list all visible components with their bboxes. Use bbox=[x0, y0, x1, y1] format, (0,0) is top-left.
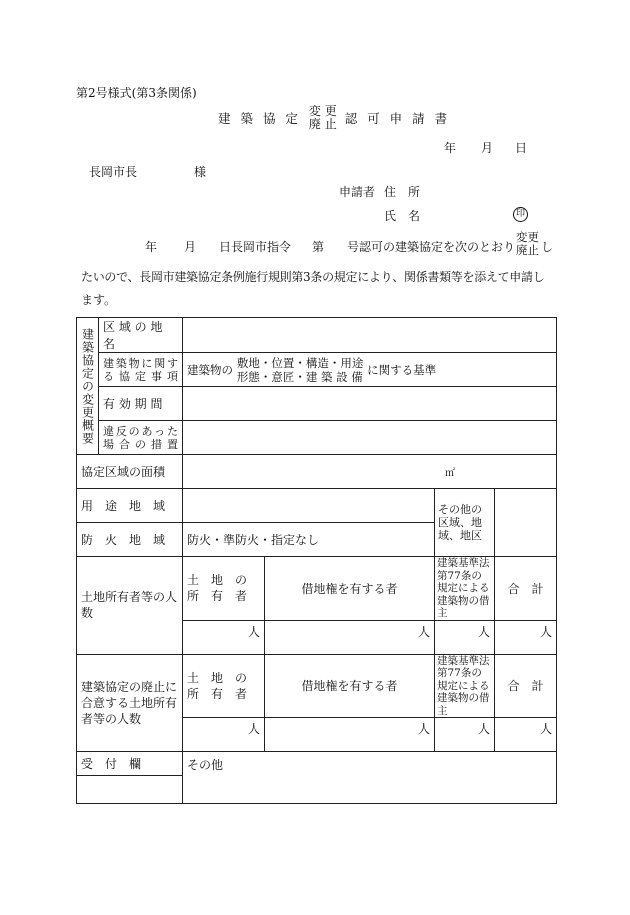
title-change-abolish-stack bbox=[309, 105, 337, 131]
matters-prefix: 建築物の bbox=[187, 362, 233, 377]
applicant-name-label: 氏 名 bbox=[384, 209, 421, 223]
body-day-designation: 日長岡市指令 bbox=[219, 240, 292, 254]
date-month: 月 bbox=[481, 141, 494, 155]
reception-label: 受 付 欄 bbox=[77, 752, 183, 776]
landowners-col-owner: 土 地 の 所 有 者 bbox=[183, 557, 265, 621]
abolition-label: 建築協定の廃止に合意する土地所有者等の人数 bbox=[77, 654, 183, 752]
landowners-borrower-unit: 人 bbox=[435, 620, 495, 654]
landowners-col-lessee: 借地権を有する者 bbox=[265, 557, 435, 621]
other-label: その他 bbox=[183, 752, 557, 804]
landowners-total-unit: 人 bbox=[495, 620, 557, 654]
landowners-col-borrower: 建築基準法第77条の規定による建築物の借主 bbox=[435, 557, 495, 621]
abolition-borrower-unit: 人 bbox=[435, 718, 495, 752]
landowners-col-total: 合 計 bbox=[495, 557, 557, 621]
row-validity bbox=[77, 387, 557, 421]
seal-mark-icon: 印 bbox=[513, 207, 528, 222]
abolition-total-unit: 人 bbox=[495, 718, 557, 752]
matters-value bbox=[183, 353, 557, 387]
use-district-value[interactable] bbox=[183, 489, 435, 523]
other-districts-value[interactable] bbox=[495, 489, 557, 557]
abolition-col-owner: 土 地 の 所 有 者 bbox=[183, 654, 265, 718]
body-stack-top: 変更 bbox=[516, 230, 539, 244]
addressee-honorific: 様 bbox=[194, 165, 207, 179]
violation-label: 違反のあった場合の措置 bbox=[99, 421, 183, 455]
date-day: 日 bbox=[515, 141, 528, 155]
landowners-lessee-unit: 人 bbox=[265, 620, 435, 654]
title-stack-top: 変 更 bbox=[308, 104, 337, 118]
overview-label: 建築協定の変更概要 bbox=[77, 318, 99, 455]
matters-stack bbox=[237, 356, 364, 384]
applicant-label: 申請者 bbox=[339, 185, 376, 199]
row-landowners-header bbox=[77, 557, 557, 621]
form-title bbox=[218, 105, 450, 131]
landowners-label: 土地所有者等の人数 bbox=[77, 557, 183, 655]
form-number: 第2号様式(第3条関係) bbox=[76, 86, 197, 100]
validity-value[interactable] bbox=[183, 387, 557, 421]
addressee-name: 長岡市長 bbox=[89, 165, 138, 179]
body-change-abolish-stack bbox=[516, 231, 539, 257]
landowners-owner-unit: 人 bbox=[183, 620, 265, 654]
matters-stack-top: 敷地・位置・構造・用途 bbox=[236, 355, 364, 370]
other-districts-label: その他の区域、地域、地区 bbox=[435, 489, 495, 557]
area-name-label: 区 域 の 地 名 bbox=[99, 318, 183, 353]
body-dai: 第 bbox=[312, 240, 325, 254]
agreement-area-unit: ㎡ bbox=[183, 455, 557, 489]
title-part1: 建 築 協 定 bbox=[218, 111, 301, 126]
reception-value[interactable] bbox=[77, 776, 183, 804]
violation-value[interactable] bbox=[183, 421, 557, 455]
body-line3: ます。 bbox=[81, 293, 117, 307]
matters-stack-bottom: 形態・意匠・建 築 設 備 bbox=[236, 369, 363, 384]
abolition-owner-unit: 人 bbox=[183, 718, 265, 752]
fire-district-value: 防火・準防火・指定なし bbox=[183, 523, 435, 557]
abolition-col-lessee: 借地権を有する者 bbox=[265, 654, 435, 718]
title-stack-bottom: 廃 止 bbox=[308, 117, 337, 131]
date-year: 年 bbox=[444, 141, 457, 155]
row-agreement-area bbox=[77, 455, 557, 489]
abolition-col-borrower: 建築基準法第77条の規定による建築物の借主 bbox=[435, 654, 495, 718]
fire-district-label: 防 火 地 域 bbox=[77, 523, 183, 557]
abolition-lessee-unit: 人 bbox=[265, 718, 435, 752]
row-violation bbox=[77, 421, 557, 455]
applicant-address-label: 住 所 bbox=[384, 185, 421, 199]
row-area-name bbox=[77, 318, 557, 353]
agreement-area-label: 協定区域の面積 bbox=[77, 455, 183, 489]
body-line2: たいので、長岡市建築協定条例施行規則第3条の規定により、関係書類等を添えて申請し bbox=[81, 270, 545, 284]
body-month: 月 bbox=[184, 240, 197, 254]
body-sentence1: 号認可の建築協定を次のとおり bbox=[347, 240, 516, 254]
row-use-district bbox=[77, 489, 557, 523]
application-table bbox=[76, 317, 557, 804]
body-stack-bottom: 廃止 bbox=[516, 243, 539, 257]
row-reception bbox=[77, 752, 557, 776]
row-agreement-matters bbox=[77, 353, 557, 387]
matters-label: 建築物に関する協定事項 bbox=[99, 353, 183, 387]
body-year: 年 bbox=[145, 240, 158, 254]
title-part2: 認 可 申 請 書 bbox=[344, 111, 451, 126]
abolition-col-total: 合 計 bbox=[495, 654, 557, 718]
body-shi: し bbox=[541, 240, 554, 254]
row-abolition-header bbox=[77, 654, 557, 718]
area-name-value[interactable] bbox=[183, 318, 557, 353]
validity-label: 有 効 期 間 bbox=[99, 387, 183, 421]
use-district-label: 用 途 地 域 bbox=[77, 489, 183, 523]
matters-suffix: に関する基準 bbox=[367, 362, 437, 377]
